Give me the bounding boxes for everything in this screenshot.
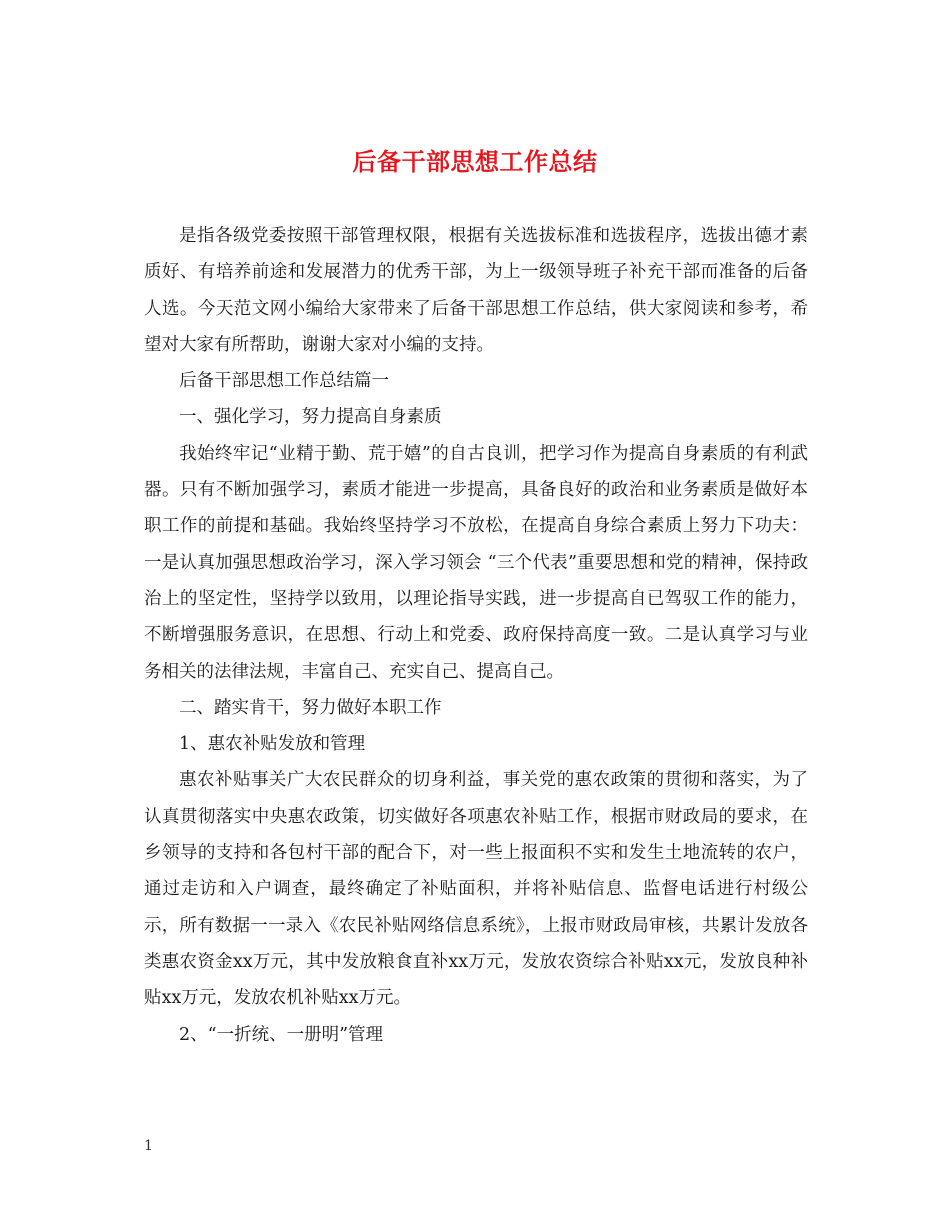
subheading-passbook: 2、“一折统、一册明”管理: [179, 1024, 384, 1045]
subheading-subsidy: 1、惠农补贴发放和管理: [179, 734, 366, 755]
subsidy-paragraph: 惠农补贴事关广大农民群众的切身利益，事关党的惠农政策的贯彻和落实，为了认真贯彻落实中央惠农政策，切实做好各项惠农补贴工作，根据市财政局的要求，在乡领导的支持和各包村干部的配合下，对一些上报面积不实和发生土地流转的农户，通过走访和入户调查，最终确定了补贴面积，并将补贴信息、监督电话进行村级公示，所有数据一一录入《农民补贴网络信息系统》，上报市财政局审核，共累计发放各类惠农资金xx万元，其中发放粮食直补xx万元，发放农资综合补贴xx元，发放良种补贴xx万元，发放农机补贴xx万元。: [144, 770, 808, 1009]
section-heading-study: 一、强化学习，努力提高自身素质: [179, 407, 442, 428]
study-paragraph: 我始终牢记“业精于勤、荒于嬉”的自古良训，把学习作为提高自身素质的有利武器。只有不断加强学习，素质才能进一步提高，具备良好的政治和业务素质是做好本职工作的前提和基础。我始终坚持学习不放松，在提高自身综合素质上努力下功夫：一是认真加强思想政治学习，深入学习领会 “三个代表”重要思想和党的精神，保持政治上的坚定性，坚持学以致用，以理论指导实践，进一步提高自已驾驭工作的能力，不断增强服务意识，在思想、行动上和党委、政府保持高度一致。二是认真学习与业务相关的法律法规，丰富自己、充实自己、提高自己。: [144, 443, 808, 682]
document-body: [144, 218, 808, 1053]
section-heading-part-one: 后备干部思想工作总结篇一: [179, 371, 389, 392]
document-title: 后备干部思想工作总结: [352, 147, 598, 176]
section-heading-work: 二、踏实肯干，努力做好本职工作: [179, 697, 442, 718]
page-number: 1: [144, 1138, 153, 1154]
intro-paragraph: 是指各级党委按照干部管理权限，根据有关选拔标准和选拔程序，选拔出德才素质好、有培养前途和发展潜力的优秀干部，为上一级领导班子补充干部而准备的后备人选。今天范文网小编给大家带来了后备干部思想工作总结，供大家阅读和参考，希望对大家有所帮助，谢谢大家对小编的支持。: [144, 226, 808, 355]
